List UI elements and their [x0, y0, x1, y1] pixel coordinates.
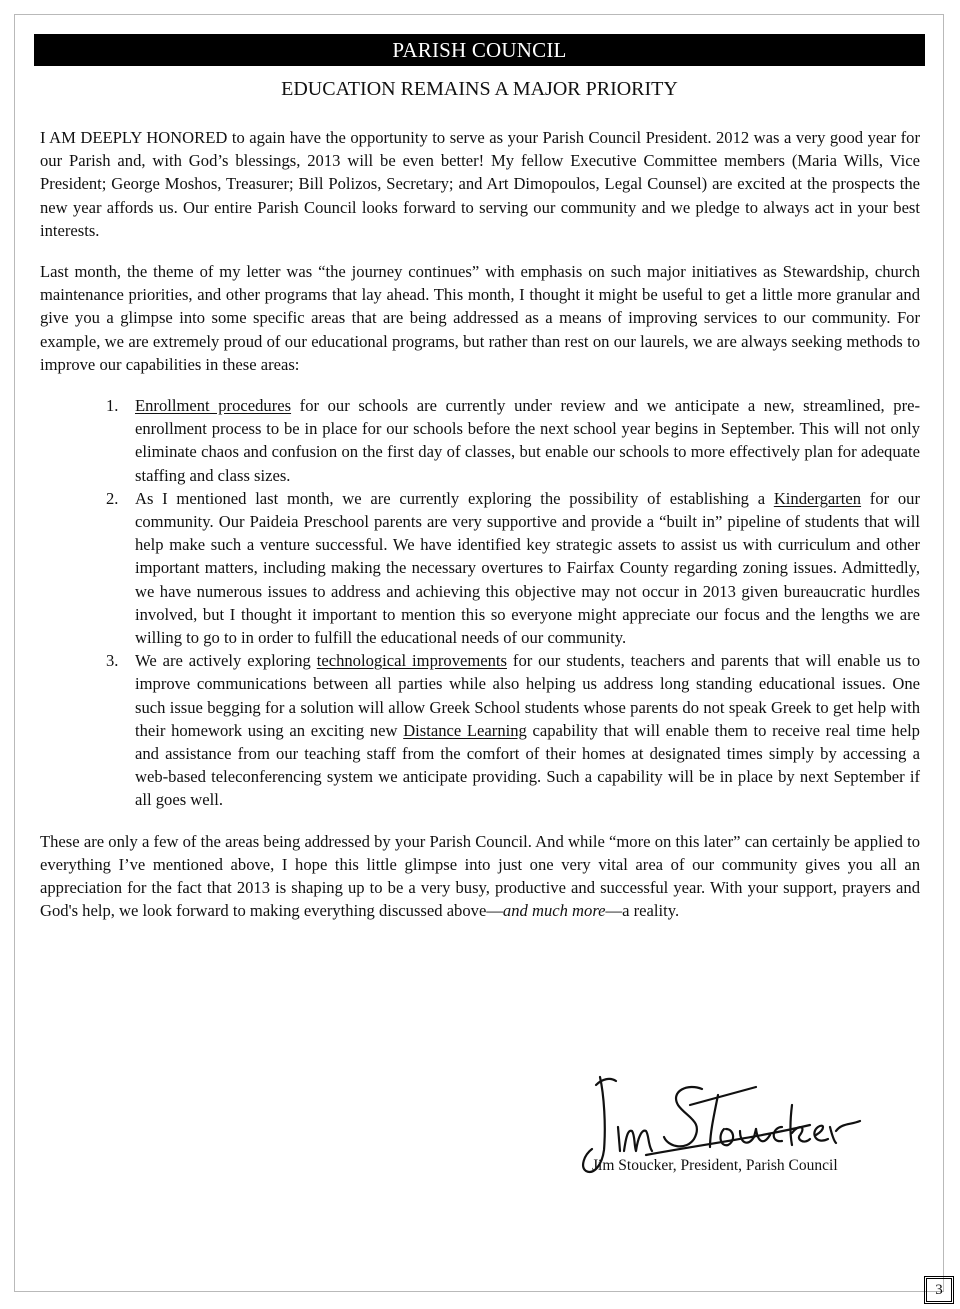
- list-item: [40, 394, 920, 487]
- priority-list: [40, 394, 920, 812]
- paragraph-3-text: These are only a few of the areas being addressed by your Parish Council. And while “more on this later” can certainly be applied to everything I’ve mentioned above, I hope this little glimpse into just one very vital area of our community gives you all an appreciation for the fact that 2013 is shaping up to be a very busy, productive and successful year. With your support, prayers and God's help, we look forward to making everything discussed above—: [40, 831, 920, 921]
- list-number: 1.: [106, 396, 119, 416]
- banner-title: PARISH COUNCIL: [34, 34, 925, 66]
- signer-name-title: Jim Stoucker, President, Parish Council: [592, 1157, 838, 1174]
- list-item: [40, 649, 920, 811]
- underlined-term: Distance Learning: [403, 720, 527, 740]
- list-item-text: for our community. Our Paideia Preschool parents are very supportive and provide a “built in” pipeline of students that will help make such a venture successful. We have identified key strategic assets to assist us with curriculum and other important matters, including making the necessary overtures to Fairfax County regarding zoning issues. Admittedly, we have numerous issues to address and achieving this objective may not occur in 2013 given bureaucratic hurdles involved, but I thought it important to mention this so everyone might appreciate our focus and the lengths we are willing to go to in order to fulfill the educational needs of our community.: [135, 488, 920, 648]
- list-item-text: As I mentioned last month, we are currently exploring the possibility of establishing a: [135, 488, 774, 508]
- page-number: 3: [924, 1276, 954, 1304]
- italic-phrase: and much more: [502, 901, 606, 921]
- paragraph-1: [40, 126, 920, 242]
- underlined-term: technological improvements: [316, 651, 507, 671]
- list-item-text: We are actively exploring: [135, 651, 317, 671]
- paragraph-2: Last month, the theme of my letter was “the journey continues” with emphasis on such major initiatives as Stewardship, church maintenance priorities, and other programs that lay ahead. This month, I thought it might be useful to get a little more granular and give you a glimpse into some specific areas that are being addressed as a means of improving services to our community. For example, we are extremely proud of our educational programs, but rather than rest on our laurels, we are always seeking methods to improve our capabilities in these areas:: [40, 262, 920, 374]
- list-item-text: for our schools are currently under review and we anticipate a new, streamlined, pre-enrollment process to be in place for our schools before the next school year begins in September. This will not only eliminate chaos and confusion on the first day of classes, but enable our schools to more effectively plan for adequate staffing and class sizes.: [135, 396, 920, 485]
- underlined-term: Kindergarten: [773, 488, 862, 508]
- list-item: [40, 487, 920, 649]
- underlined-term: Enrollment procedures: [135, 396, 292, 416]
- paragraph-3: [40, 830, 920, 923]
- paragraph-3-end: —a reality.: [605, 901, 680, 921]
- lead-in-smallcaps: I AM DEEPLY HONORED: [40, 128, 228, 147]
- article-subtitle: EDUCATION REMAINS A MAJOR PRIORITY: [281, 78, 678, 100]
- article-body: [40, 126, 920, 941]
- paragraph-1-text: to again have the opportunity to serve as your Parish Council President. 2012 was a very good year for our Parish and, with God’s blessings, 2013 will be even better! My fellow Executive Committee members (Maria Wills, Vice President; George Moshos, Treasurer; Bill Polizos, Secretary; and Art Dimopoulos, Legal Counsel) are excited at the prospects the new year affords us. Our entire Parish Council looks forward to serving our community and we pledge to always act in your best interests.: [40, 128, 920, 240]
- list-number: 2.: [106, 488, 119, 508]
- list-item-text: for our students, teachers and parents that will enable us to improve communications between all parties while also helping us address long standing educational issues. One such issue begging for a solution will allow Greek School students whose parents do not speak Greek to get help with their homework using an exciting new: [135, 651, 920, 740]
- list-number: 3.: [106, 651, 119, 671]
- list-item-text: capability that will enable them to receive real time help and assistance from our teaching staff from the comfort of their homes at designated times simply by accessing a web-based teleconferencing system we anticipate providing. Such a capability will be in place by next September if all goes well.: [135, 720, 920, 810]
